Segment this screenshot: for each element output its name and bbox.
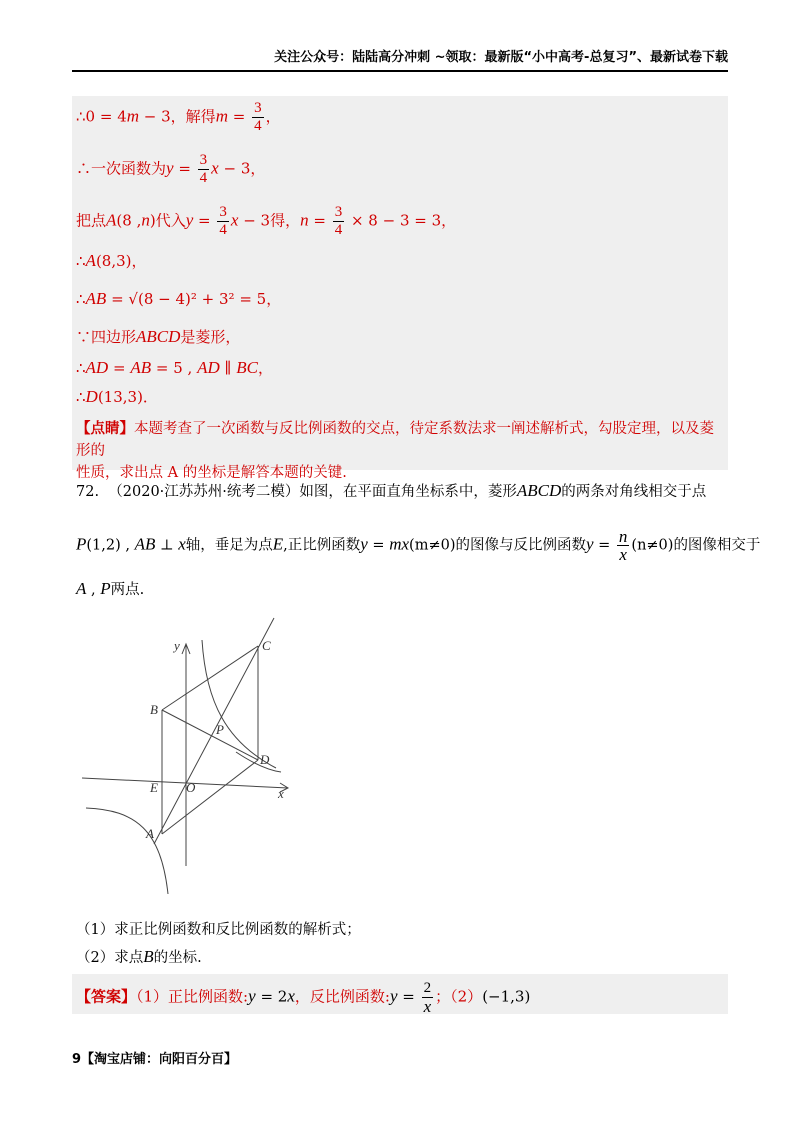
solution-line-4: ∴A(8,3)，	[76, 251, 147, 270]
label-a: A	[146, 826, 154, 841]
diagonal-bd	[162, 710, 258, 760]
line-through-origin	[154, 618, 274, 844]
answer-label: 【答案】	[76, 987, 137, 1006]
label-y: y	[174, 638, 180, 653]
text: ∴0 = 4	[76, 107, 127, 126]
geometry-figure	[76, 612, 306, 902]
solution-line-1	[76, 100, 281, 135]
label-b: B	[150, 702, 158, 717]
tip-label: 【点睛】	[76, 420, 134, 437]
tip-text-1: 本题考查了一次函数与反比例函数的交点，待定系数法求一阐述解析式，勾股定理，以及菱形的	[76, 421, 714, 459]
text: ，	[265, 107, 281, 126]
text: − 3，解得	[139, 107, 216, 126]
fraction: $\frac{3}{4}$	[219, 204, 227, 238]
solution-line-2: ∴一次函数为y = $\frac{3}{4}$ x − 3，	[76, 152, 266, 186]
text: =	[227, 107, 251, 126]
page-header: 关注公众号：陆陆高分冲刺 ~领取：最新版“小中高考-总复习”、最新试卷下载	[72, 48, 728, 72]
answer-line: 【答案】（1）正比例函数:y = 2x，反比例函数:y = $\frac{2}{x}$ ；（2）(−1,3)	[76, 980, 531, 1016]
var-m: m	[126, 106, 140, 126]
question-line-1: 72. （2020·江苏苏州·统考二模）如图，在平面直角坐标系中，菱形ABCD的两条对角线相交于点	[76, 481, 707, 500]
question-line-3: A , P两点.	[76, 579, 145, 598]
question-line-2: P(1,2) , AB ⊥ x轴，垂足为点E,正比例函数y = mx(m≠0)的图像与反比例函数y = $\frac{n}{x}$ (n≠0)的图像相交于	[76, 527, 761, 564]
solution-line-3: 把点A(8 ,n)代入y = $\frac{3}{4}$ x − 3得，n = $\frac{3}{4}$ × 8 − 3 = 3，	[76, 204, 457, 238]
label-p: P	[216, 722, 224, 737]
hyperbola-lower	[86, 808, 168, 894]
label-c: C	[262, 638, 271, 653]
page-footer: 9【淘宝店铺：向阳百分百】	[72, 1052, 238, 1067]
solution-line-7: ∴AD = AB = 5 , AD ∥ BC，	[76, 358, 273, 377]
var-m: m	[215, 106, 228, 126]
fraction: $\frac{2}{x}$	[423, 980, 432, 1016]
segment-bc	[162, 646, 258, 710]
question-number: 72.	[76, 484, 100, 500]
tip-text-2: 性质，求出点 A 的坐标是解答本题的关键.	[76, 465, 347, 481]
sub-question-2: （2）求点B的坐标.	[76, 947, 202, 966]
fraction: $\frac{n}{x}$	[618, 527, 628, 564]
solution-line-5: ∴AB = √(8 − 4)² + 3² = 5，	[76, 289, 282, 308]
solution-line-6: ∵四边形ABCD是菱形，	[76, 327, 241, 346]
label-x: x	[278, 786, 284, 801]
solution-line-8: ∴D(13,3)．	[76, 387, 158, 406]
tip-paragraph	[76, 418, 726, 484]
fraction: $\frac{3}{4}$	[199, 152, 208, 186]
label-o: O	[186, 780, 196, 795]
label-e: E	[150, 780, 158, 795]
label-d: D	[260, 752, 270, 767]
fraction: $\frac{3}{4}$	[254, 100, 262, 134]
fraction: $\frac{3}{4}$	[334, 204, 343, 238]
sub-question-1: （1）求正比例函数和反比例函数的解析式；	[76, 922, 361, 938]
segment-da	[162, 760, 258, 834]
